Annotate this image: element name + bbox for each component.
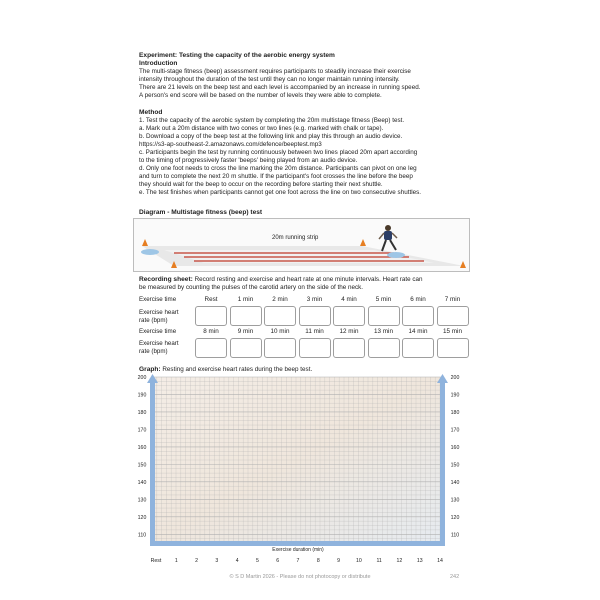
y-tick-label: 200 [137, 375, 147, 381]
page-number: 242 [450, 574, 460, 580]
x-tick-label: 7 [296, 558, 300, 564]
column-header: 15 min [443, 328, 462, 335]
x-tick-label: Rest [150, 558, 162, 564]
method-line: d. Only one foot needs to cross the line marking the 20m distance. Participants can pivot on one leg [139, 165, 417, 172]
x-tick-label: 9 [337, 558, 341, 564]
method-link[interactable]: https://s3-ap-southeast-2.amazonaws.com/defence/beeptest.mp3 [139, 141, 322, 148]
x-tick-label: 2 [195, 558, 199, 564]
y-tick-label: 130 [137, 497, 147, 504]
y-axis-bar-right [440, 381, 445, 543]
exercise-time-label: Exercise time [139, 296, 177, 303]
column-header: 14 min [408, 328, 428, 335]
x-tick-label: 13 [416, 558, 423, 564]
y-tick-label: 110 [450, 532, 460, 539]
method-line: and turn to complete the next 20 m shuttle. If the participant's foot crosses the line before the beep [139, 173, 413, 180]
method-line: e. The test finishes when participants cannot get one foot across the line on two consecutive shuttles. [139, 189, 422, 196]
x-tick-label: 10 [355, 558, 362, 564]
column-header: 10 min [270, 328, 290, 335]
intro-line: The multi-stage fitness (beep) assessment requires participants to steadily increase their exercise [139, 68, 411, 75]
graph-caption: Resting and exercise heart rates during the beep test. [160, 366, 313, 373]
x-tick-label: 14 [437, 558, 443, 564]
y-tick-label: 160 [137, 444, 147, 451]
strip-label: 20m running strip [272, 235, 319, 241]
y-tick-label: 130 [450, 497, 460, 504]
y-tick-label: 190 [450, 392, 460, 399]
y-tick-label: 170 [450, 427, 460, 434]
recording-text: Record resting and exercise and heart rate at one minute intervals. Heart rate can [192, 276, 423, 283]
recording-heading: Recording sheet: [139, 276, 193, 283]
method-heading: Method [139, 109, 163, 116]
x-tick-label: 5 [255, 558, 259, 564]
column-header: 4 min [341, 296, 357, 303]
column-header: 2 min [272, 296, 288, 303]
y-tick-label: 190 [137, 392, 147, 399]
y-tick-label: 160 [450, 444, 460, 451]
y-tick-label: 140 [450, 479, 460, 486]
y-tick-label: 180 [137, 409, 147, 416]
x-axis-label: Exercise duration (min) [272, 547, 324, 553]
x-tick-label: 11 [376, 558, 382, 564]
method-line: 1. Test the capacity of the aerobic system by completing the 20m multistage fitness (Beep) test. [139, 117, 405, 124]
column-header: 3 min [306, 296, 323, 303]
x-tick-label: 3 [215, 558, 219, 564]
recording-text: be measured by counting the pulses of the carotid artery on the side of the neck. [139, 284, 364, 291]
method-line: a. Mark out a 20m distance with two cones or two lines (e.g. marked with chalk or tape). [139, 125, 384, 132]
column-header: 1 min [237, 296, 254, 303]
x-tick-label: 8 [316, 558, 320, 564]
intro-line: intensity throughout the duration of the test until they can no longer maintain running intensity. [139, 76, 400, 83]
intro-line: A person's end score will be based on the number of levels they were able to complete. [139, 92, 382, 99]
y-tick-label: 120 [137, 514, 147, 521]
y-axis-bar-left [150, 381, 155, 543]
graph-heading: Graph: [139, 366, 161, 373]
y-tick-label: 150 [137, 462, 147, 469]
method-line: to the timing of progressively faster 'beeps' being played from an audio device. [139, 157, 358, 164]
x-tick-label: 4 [235, 558, 239, 564]
column-header: 9 min [237, 328, 254, 335]
y-tick-label: 180 [450, 409, 460, 416]
column-header: 8 min [203, 328, 219, 335]
column-header: 13 min [374, 328, 393, 335]
diagram-heading: Diagram - Multistage fitness (beep) test [139, 209, 263, 216]
x-tick-label: 12 [396, 558, 403, 564]
y-tick-label: 150 [450, 462, 460, 469]
y-tick-label: 120 [450, 514, 460, 521]
column-header: 11 min [305, 328, 324, 335]
y-tick-label: 110 [137, 532, 147, 539]
column-header: 7 min [444, 296, 461, 303]
y-tick-label: 170 [137, 427, 147, 434]
method-line: b. Download a copy of the beep test at the following link and play this through an audio device. [139, 133, 403, 140]
column-header: 6 min [410, 296, 426, 303]
column-header: Rest [204, 296, 218, 303]
y-tick-label: 140 [137, 479, 147, 486]
method-line: they should wait for the beep to occur on the recording before starting their next shuttle. [139, 181, 383, 188]
column-header: 5 min [375, 296, 392, 303]
x-tick-label: 1 [174, 558, 178, 564]
experiment-title: Experiment: Testing the capacity of the aerobic energy system [139, 52, 335, 59]
intro-line: There are 21 levels on the beep test and each level is accompanied by an increase in running speed. [139, 84, 421, 91]
heart-rate-label: Exercise heart rate (bpm) [139, 309, 179, 324]
introduction-heading: Introduction [139, 60, 178, 67]
footer-copyright: © S D Martin 2026 - Please do not photocopy or distribute [229, 574, 371, 580]
x-tick-label: 6 [276, 558, 280, 564]
exercise-time-label: Exercise time [139, 328, 177, 335]
method-line: c. Participants begin the test by running continuously between two lines placed 20m apart according [139, 149, 418, 156]
heart-rate-label: Exercise heart rate (bpm) [139, 340, 179, 355]
x-axis-bar [150, 541, 445, 546]
y-tick-label: 200 [450, 375, 460, 381]
column-header: 12 min [339, 328, 359, 335]
